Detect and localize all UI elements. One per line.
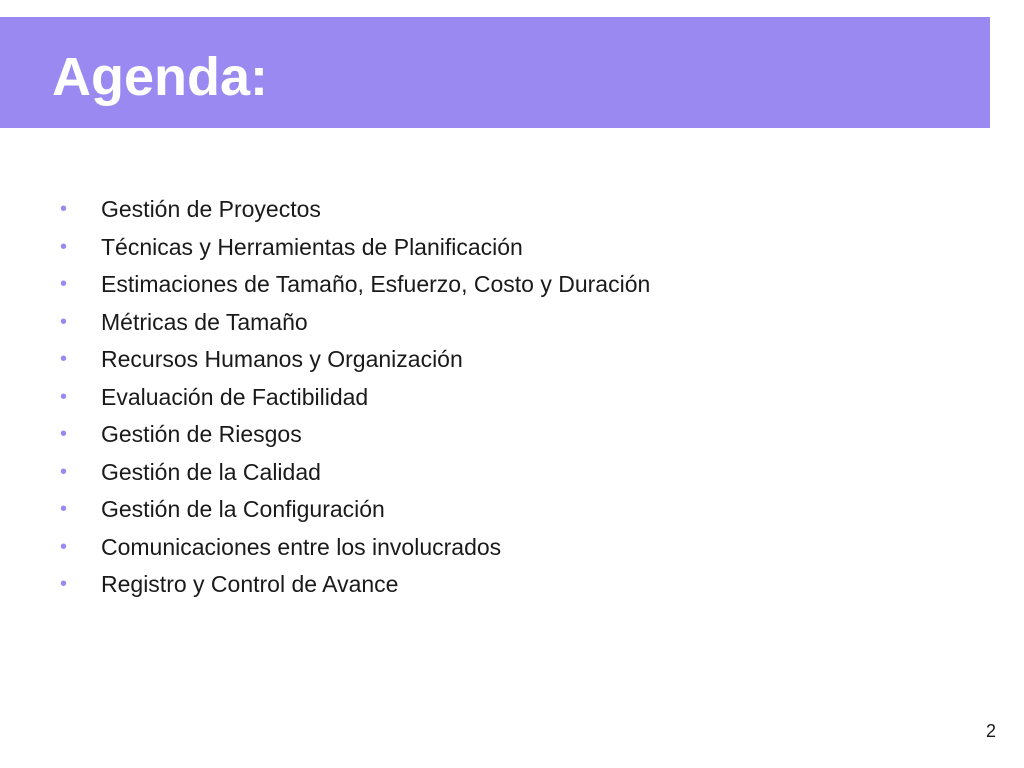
bullet-icon: • <box>60 573 68 595</box>
agenda-item <box>58 454 650 492</box>
agenda-item-label: Evaluación de Factibilidad <box>101 383 369 410</box>
agenda-item <box>58 491 650 529</box>
bullet-icon: • <box>60 235 68 258</box>
agenda-item <box>58 566 650 604</box>
agenda-item-label: Estimaciones de Tamaño, Esfuerzo, Costo y Duración <box>101 271 651 297</box>
agenda-item-label: Gestión de la Calidad <box>101 458 321 485</box>
agenda-item-label: Comunicaciones entre los involucrados <box>101 533 502 560</box>
agenda-item-label: Gestión de Proyectos <box>101 196 321 222</box>
agenda-item-label: Métricas de Tamaño <box>101 308 308 335</box>
agenda-item <box>58 304 650 342</box>
agenda-item <box>58 379 650 417</box>
agenda-item <box>58 229 650 267</box>
page-number: 2 <box>985 721 996 741</box>
bullet-icon: • <box>60 535 68 558</box>
bullet-icon: • <box>60 385 68 408</box>
agenda-list <box>58 191 650 604</box>
agenda-item-label: Recursos Humanos y Organización <box>101 346 463 372</box>
bullet-icon: • <box>60 423 68 445</box>
agenda-item-label: Gestión de la Configuración <box>101 496 385 522</box>
agenda-item <box>58 341 650 379</box>
agenda-item <box>58 529 650 567</box>
bullet-icon: • <box>60 498 68 520</box>
bullet-icon: • <box>60 310 68 333</box>
bullet-icon: • <box>60 273 68 295</box>
agenda-item-label: Gestión de Riesgos <box>101 421 302 447</box>
agenda-item-label: Técnicas y Herramientas de Planificación <box>101 233 523 260</box>
bullet-icon: • <box>60 198 68 220</box>
agenda-item <box>58 191 650 229</box>
bullet-icon: • <box>60 348 68 370</box>
agenda-item <box>58 266 650 304</box>
bullet-icon: • <box>60 460 68 483</box>
agenda-item-label: Registro y Control de Avance <box>101 571 399 597</box>
agenda-item <box>58 416 650 454</box>
slide-title: Agenda: <box>52 47 268 107</box>
